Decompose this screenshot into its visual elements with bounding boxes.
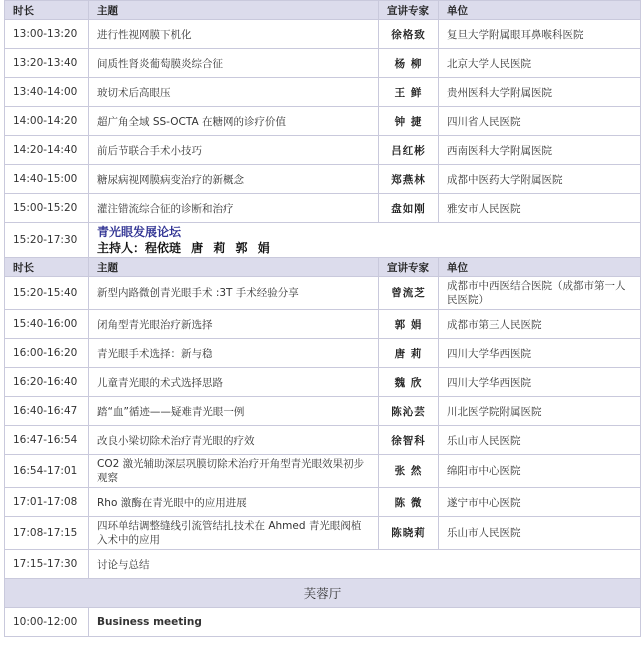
row-topic: 间质性肾炎葡萄膜炎综合征 — [89, 49, 379, 78]
row-time: 17:15-17:30 — [5, 550, 89, 579]
row-time: 16:20-16:40 — [5, 368, 89, 397]
row-speaker: 徐智科 — [379, 426, 439, 455]
row-topic: 闭角型青光眼治疗新选择 — [89, 310, 379, 339]
hall-row — [5, 579, 641, 608]
table-row — [5, 517, 641, 550]
row-speaker: 陈晓莉 — [379, 517, 439, 550]
row-time: 14:40-15:00 — [5, 165, 89, 194]
row-unit: 复旦大学附属眼耳鼻喉科医院 — [439, 20, 641, 49]
row-speaker: 郭 娟 — [379, 310, 439, 339]
meeting-time: 10:00-12:00 — [5, 608, 89, 637]
row-time: 17:08-17:15 — [5, 517, 89, 550]
row-unit: 成都中医药大学附属医院 — [439, 165, 641, 194]
table-row — [5, 397, 641, 426]
row-unit: 雅安市人民医院 — [439, 194, 641, 223]
row-time: 16:40-16:47 — [5, 397, 89, 426]
row-speaker: 魏 欣 — [379, 368, 439, 397]
row-unit: 成都市第三人民医院 — [439, 310, 641, 339]
row-topic: 进行性视网膜下机化 — [89, 20, 379, 49]
row-unit: 成都市中西医结合医院（成都市第一人民医院） — [439, 277, 641, 310]
row-topic: 儿童青光眼的术式选择思路 — [89, 368, 379, 397]
header-unit: 单位 — [439, 258, 641, 277]
table-row — [5, 194, 641, 223]
table-row — [5, 165, 641, 194]
table-row — [5, 136, 641, 165]
table-row — [5, 78, 641, 107]
table-row — [5, 49, 641, 78]
forum-row — [5, 223, 641, 258]
row-topic: Rho 激酶在青光眼中的应用进展 — [89, 488, 379, 517]
meeting-row — [5, 608, 641, 637]
row-speaker: 杨 柳 — [379, 49, 439, 78]
row-speaker: 钟 捷 — [379, 107, 439, 136]
row-unit: 川北医学院附属医院 — [439, 397, 641, 426]
row-topic: 糖尿病视网膜病变治疗的新概念 — [89, 165, 379, 194]
row-unit: 四川大学华西医院 — [439, 368, 641, 397]
row-speaker: 唐 莉 — [379, 339, 439, 368]
row-speaker: 曾流芝 — [379, 277, 439, 310]
header-speaker: 宣讲专家 — [379, 1, 439, 20]
row-unit: 乐山市人民医院 — [439, 426, 641, 455]
header-time: 时长 — [5, 258, 89, 277]
header-speaker: 宣讲专家 — [379, 258, 439, 277]
row-topic: 玻切术后高眼压 — [89, 78, 379, 107]
header-row — [5, 1, 641, 20]
table-row — [5, 339, 641, 368]
row-speaker: 郑燕林 — [379, 165, 439, 194]
meeting-topic: Business meeting — [89, 608, 641, 637]
row-time: 16:47-16:54 — [5, 426, 89, 455]
row-speaker: 陈 微 — [379, 488, 439, 517]
row-time: 15:20-15:40 — [5, 277, 89, 310]
row-topic: 前后节联合手术小技巧 — [89, 136, 379, 165]
table-row — [5, 488, 641, 517]
header-topic: 主题 — [89, 1, 379, 20]
row-speaker: 盘如刚 — [379, 194, 439, 223]
row-time: 14:00-14:20 — [5, 107, 89, 136]
header-topic: 主题 — [89, 258, 379, 277]
hall-name: 芙蓉厅 — [5, 579, 641, 608]
row-topic: 讨论与总结 — [89, 550, 641, 579]
table-row — [5, 368, 641, 397]
row-topic: 踏“血”循迹——疑难青光眼一例 — [89, 397, 379, 426]
table-row — [5, 426, 641, 455]
table-row — [5, 455, 641, 488]
table-row — [5, 310, 641, 339]
header-row-2 — [5, 258, 641, 277]
row-time: 15:00-15:20 — [5, 194, 89, 223]
row-time: 13:40-14:00 — [5, 78, 89, 107]
row-speaker: 吕红彬 — [379, 136, 439, 165]
row-unit: 西南医科大学附属医院 — [439, 136, 641, 165]
table-row — [5, 277, 641, 310]
table-row — [5, 20, 641, 49]
row-topic: 改良小梁切除术治疗青光眼的疗效 — [89, 426, 379, 455]
row-time: 16:54-17:01 — [5, 455, 89, 488]
row-time: 15:40-16:00 — [5, 310, 89, 339]
row-speaker: 张 然 — [379, 455, 439, 488]
row-speaker: 王 鲜 — [379, 78, 439, 107]
table-row — [5, 550, 641, 579]
row-time: 17:01-17:08 — [5, 488, 89, 517]
row-time: 14:20-14:40 — [5, 136, 89, 165]
row-unit: 乐山市人民医院 — [439, 517, 641, 550]
header-time: 时长 — [5, 1, 89, 20]
schedule-table — [4, 0, 641, 637]
row-unit: 遂宁市中心医院 — [439, 488, 641, 517]
schedule-body — [5, 1, 641, 637]
table-row — [5, 107, 641, 136]
row-topic: 四环单结调整缝线引流管结扎技术在 Ahmed 青光眼阀植入术中的应用 — [89, 517, 379, 550]
row-time: 13:20-13:40 — [5, 49, 89, 78]
row-topic: 超广角全域 SS-OCTA 在糖网的诊疗价值 — [89, 107, 379, 136]
forum-time: 15:20-17:30 — [5, 223, 89, 258]
row-topic: 青光眼手术选择：新与稳 — [89, 339, 379, 368]
row-unit: 贵州医科大学附属医院 — [439, 78, 641, 107]
forum-host: 主持人：程依琏 唐 莉 郭 娟 — [97, 241, 270, 255]
row-unit: 绵阳市中心医院 — [439, 455, 641, 488]
row-speaker: 陈沁芸 — [379, 397, 439, 426]
row-unit: 北京大学人民医院 — [439, 49, 641, 78]
row-time: 16:00-16:20 — [5, 339, 89, 368]
row-topic: 新型内路微创青光眼手术 :3T 手术经验分享 — [89, 277, 379, 310]
header-unit: 单位 — [439, 1, 641, 20]
forum-cell — [89, 223, 641, 258]
row-unit: 四川省人民医院 — [439, 107, 641, 136]
row-topic: CO2 激光辅助深层巩膜切除术治疗开角型青光眼效果初步观察 — [89, 455, 379, 488]
row-unit: 四川大学华西医院 — [439, 339, 641, 368]
row-time: 13:00-13:20 — [5, 20, 89, 49]
row-topic: 灌注错流综合征的诊断和治疗 — [89, 194, 379, 223]
row-speaker: 徐格致 — [379, 20, 439, 49]
forum-title: 青光眼发展论坛 — [97, 225, 182, 239]
